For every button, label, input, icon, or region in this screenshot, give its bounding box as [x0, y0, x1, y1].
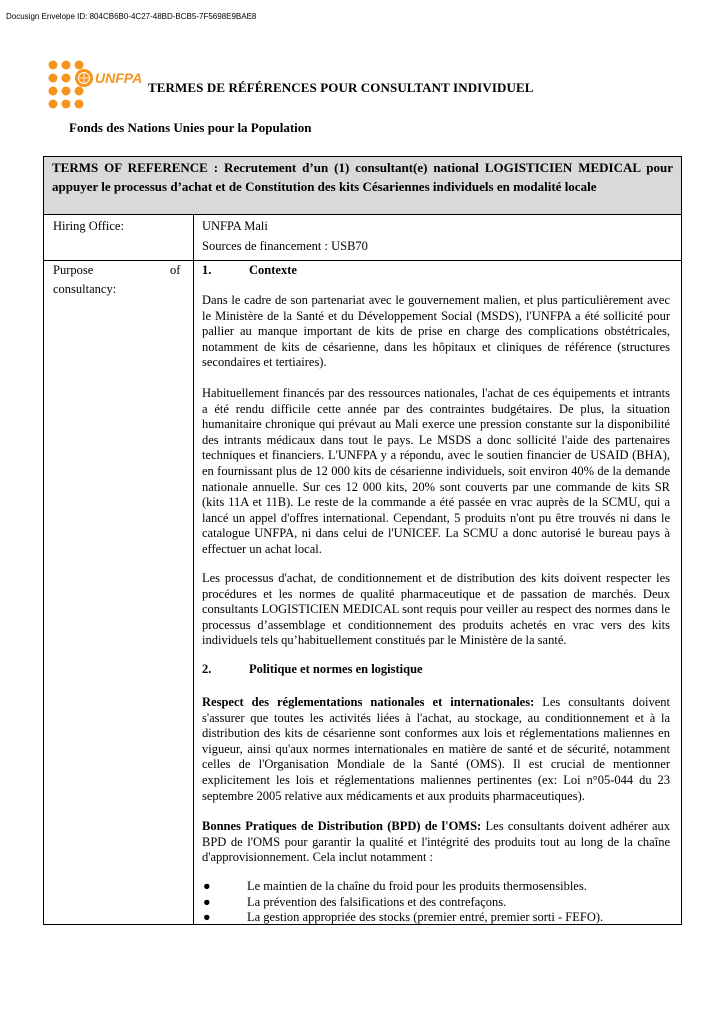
bpd-heading: Bonnes Pratiques de Distribution (BPD) de l'OMS:: [202, 819, 482, 833]
bpd-bullet-list: [202, 879, 670, 926]
bullet-icon: ●: [203, 910, 211, 925]
context-paragraph-1: [202, 293, 670, 371]
paragraph-text: Les processus d'achat, de conditionnement et de distribution des kits doivent respecter les procédures et les normes de qualité pharmaceutique et de passation de marchés. Deux consultants LOGISTICIEN MEDICAL sont requis pour veiller au respect des normes dans le processus d’assemblage et conditionnement des produits achetés en vrac vers des kits individuels tels qu’habituellement constitués par le Ministère de la santé.: [202, 571, 670, 648]
list-item: [202, 910, 670, 926]
funding-source: Sources de financement : USB70: [202, 239, 368, 253]
regulations-paragraph: [202, 695, 670, 804]
unfpa-logo: [46, 58, 142, 112]
section-2-heading: [202, 662, 423, 677]
hiring-office-label: Hiring Office:: [53, 219, 124, 233]
document-title: TERMES DE RÉFÉRENCES POUR CONSULTANT INDIVIDUEL: [148, 80, 534, 95]
consultancy-label: consultancy:: [53, 282, 117, 296]
purpose-label-of: of: [170, 263, 181, 277]
list-item-text: La prévention des falsifications et des contrefaçons.: [247, 894, 507, 909]
organization-name: Fonds des Nations Unies pour la Population: [69, 120, 312, 135]
section-1-number: 1.: [202, 263, 212, 277]
unfpa-logo-icon: [46, 58, 142, 112]
column-divider: [193, 215, 194, 924]
terms-table: [43, 156, 682, 925]
section-2-title: Politique et normes en logistique: [249, 662, 423, 676]
regulations-heading: Respect des réglementations nationales et internationales:: [202, 695, 535, 709]
bpd-text: Les consultants doivent adhérer aux BPD de l'OMS pour garantir la qualité et l'intégrité des produits tout au long de la chaîne d'approvisionnement. Cela inclut notamment :: [202, 819, 670, 865]
table-header: TERMS OF REFERENCE : Recrutement d’un (1) consultant(e) national LOGISTICIEN MEDICAL pour appuyer le processus d’achat et de Constitution des kits Césariennes individuels en modalité locale: [44, 157, 681, 215]
hiring-office-value: UNFPA Mali: [202, 219, 268, 233]
list-item: [202, 879, 670, 895]
bullet-icon: ●: [203, 894, 211, 909]
context-paragraph-2: [202, 386, 670, 558]
purpose-label: Purpose: [53, 263, 94, 277]
paragraph-text: Dans le cadre de son partenariat avec le gouvernement malien, et plus particulièrement avec le Ministère de la Santé et du Développement Social (MSDS), l'UNFPA a été sollicité pour pallier au manque important de kits de prise en charge des complications obstétricales, notamment de kits de césarienne, dans les hôpitaux et cliniques de référence (structures secondaires et tertiaires).: [202, 293, 670, 370]
list-item-text: La gestion appropriée des stocks (premier entré, premier sorti - FEFO).: [247, 910, 604, 925]
bpd-paragraph: [202, 819, 670, 866]
row-divider: [44, 260, 681, 261]
regulations-text: Les consultants doivent s'assurer que toutes les activités liées à l'achat, au stockage, au conditionnement et à la distribution des kits de césarienne sont conformes aux lois et réglementations maliennes en vigueur, ainsi qu'aux normes internationales en matière de santé et de sécurité, notamment celles de l'Organisation Mondiale de la Santé (OMS). Il est crucial de mentionner explicitement les lois et réglementations maliennes pertinentes (ex: Loi n°05-044 du 23 septembre 2005 relative aux médicaments et aux produits pharmaceutiques).: [202, 695, 670, 803]
bullet-icon: ●: [203, 879, 211, 893]
section-1-heading: [202, 263, 297, 278]
list-item: [202, 895, 670, 911]
context-paragraph-3: [202, 571, 670, 649]
envelope-id: Docusign Envelope ID: 804CB6B0-4C27-48BD-BCB5-7F5698E9BAE8: [6, 12, 257, 21]
logo-text: UNFPA: [95, 70, 142, 86]
list-item-text: Le maintien de la chaîne du froid pour les produits thermosensibles.: [247, 879, 587, 893]
section-2-number: 2.: [202, 662, 212, 676]
section-1-title: Contexte: [249, 263, 297, 277]
paragraph-text: Habituellement financés par des ressources nationales, l'achat de ces équipements et intrants a été rendu difficile cette année par des contraintes budgétaires. De plus, la situation humanitaire chronique qui prévaut au Mali exerce une pression constante sur la disponibilité des intrants médicaux dans tout le pays. Le MSDS a donc sollicité l'aide des partenaires techniques et financiers. L'UNFPA y a répondu, avec le soutien financier de USAID (BHA), en fournissant plus de 12 000 kits de césarienne individuels, soit environ 40% de la demande nationale annuelle. Sur ces 12 000 kits, 20% sont couverts par une commande de kits SR (kits 11A et 11B). Le reste de la commande a été passée en vrac auprès de la SCMU, qui a lancé un appel d'offres international. Cependant, 5 produits n'ont pu être trouvés ni dans le catalogue UNFPA, ni dans celui de l'UNICEF. La SCMU a donc autorisé le bureau pays à effectuer un achat local.: [202, 386, 670, 556]
